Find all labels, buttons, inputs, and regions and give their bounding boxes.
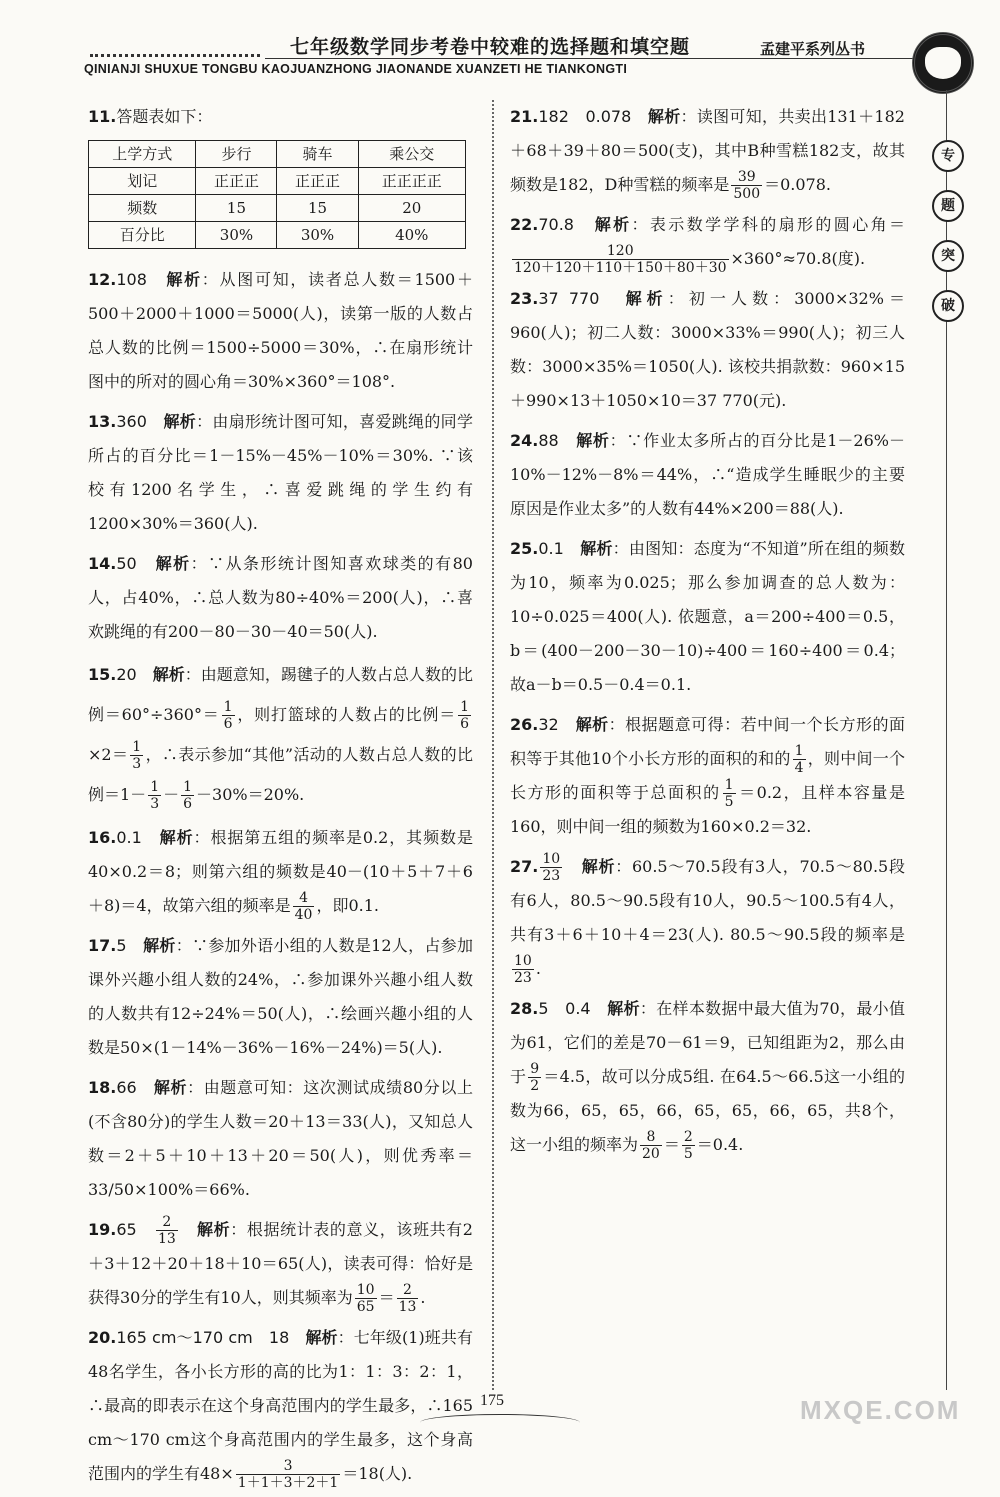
page-ornament-icon: [420, 1414, 580, 1431]
side-tab-1: 专: [932, 140, 964, 172]
book-title: 七年级数学同步考卷中较难的选择题和填空题: [290, 36, 691, 58]
question-24: 24.88 解析：∵作业太多所占的百分比是1－26%－10%－12%－8%＝44%，∴“造成学生睡眠少的主要原因是作业太多”的人数有44%×200＝88(人).: [510, 431, 905, 518]
side-tab-2: 题: [932, 190, 964, 222]
question-17: 17.5 解析：∵参加外语小组的人数是12人，占参加课外兴趣小组人数的24%，∴参加课外兴趣小组人数的人数共有12÷24%＝50(人)，∴绘画兴趣小组的人数是50×(1－14%－36%－16%－24%)＝5(人).: [88, 936, 473, 1057]
question-18: 18.66 解析：由题意可知：这次测试成绩80分以上(不含80分)的学生人数＝20＋13＝33(人)，又知总人数＝2＋5＋10＋13＋20＝50(人)，则优秀率＝33/50×100%＝66%.: [88, 1078, 473, 1199]
side-tabs: [932, 140, 966, 340]
question-12: 12.108 解析：从图可知，读者总人数＝1500＋500＋2000＋1000＝5000(人)，读第一版的人数占总人数的比例＝1500÷5000＝30%，∴在扇形统计图中的所对的圆心角＝30%×360°＝108°.: [88, 270, 473, 391]
question-28: 28.5 0.4 解析：在样本数据中最大值为70，最小值为61，它们的差是70－61＝9，已知组距为2，那么由于 $\frac{9}{2}$ ＝4.5，故可以分成5组. 在64.5～66.5这一小组的数为66，65，65，66，65，65，66，65，共8个，这一小组的频率为 $\frac{8}{20}$ ＝ $\frac{2}{5}$ ＝0.4.: [510, 999, 905, 1162]
question-22: 22.70.8 解析：表示数学学科的扇形的圆心角＝ $\frac{120}{120+120+110+150+80+30}$ ×360°≈70.8(度).: [510, 215, 905, 276]
side-tab-3: 突: [932, 240, 964, 272]
book-title-pinyin: QINIANJI SHUXUE TONGBU KAOJUANZHONG JIAONANDE XUANZETI HE TIANKONGTI: [84, 62, 628, 76]
question-15: 15.20 解析：由题意知，踢毽子的人数占总人数的比例＝60°÷360°＝ $\frac{1}{6}$ ，则打篮球的人数占的比例＝ $\frac{1}{6}$ ×2＝ $\frac{1}{3}$ ，∴表示参加“其他”活动的人数占总人数的比例＝1－ $\frac{1}{3}$ － $\frac{1}{6}$ －30%＝20%.: [88, 665, 473, 812]
question-27: 27. $\frac{10}{23}$ 解析：60.5～70.5段有3人，70.5～80.5段有6人，80.5～90.5段有10人，90.5～100.5有4人，共有3＋6＋10＋4＝23(人). 80.5～90.5段的频率是 $\frac{10}{23}$ .: [510, 851, 905, 986]
question-14: 14.50 解析：∵从条形统计图知喜欢球类的有80人，占40%，∴总人数为80÷40%＝200(人)，∴喜欢跳绳的有200－80－30－40＝50(人).: [88, 554, 473, 641]
header-dots: [90, 54, 260, 57]
series-logo-icon: [912, 32, 974, 94]
question-23: 23.37 770 解析：初一人数：3000×32%＝960(人)；初二人数：3000×33%＝990(人)；初三人数：3000×35%＝1050(人). 该校共捐款数：960×15＋990×13＋1050×10＝37 770(元).: [510, 289, 905, 410]
question-11: 11.答题表如下： 上学方式 步行 骑车 乘公交 划记 正正正 正正正 正正正正 频数 15 15 20 百分比 30% 30% 40%: [88, 100, 473, 249]
series-name: 孟建平系列丛书: [760, 40, 866, 58]
question-20: 20.165 cm～170 cm 18 解析：七年级(1)班共有48名学生，各小长方形的高的比为1：1：3：2：1，∴最高的即表示在这个身高范围内的学生最多，∴165 cm～170 cm这个身高范围内的学生最多，这个身高范围内的学生有48× $\frac{3}{1+1+3+2+1}$ ＝18(人).: [88, 1328, 473, 1491]
watermark: MXQE.COM: [800, 1395, 961, 1425]
column-divider: [492, 100, 494, 1390]
question-26: 26.32 解析：根据题意可得：若中间一个长方形的面积等于其他10个小长方形的面积的和的 $\frac{1}{4}$ ，则中间一个长方形的面积等于总面积的 $\frac{1}{5}$ ＝0.2，且样本容量是160，则中间一组的频数为160×0.2＝32.: [510, 715, 905, 836]
question-25: 25.0.1 解析：由图知：态度为“不知道”所在组的频数为10，频率为0.025；那么参加调查的总人数为：10÷0.025＝400(人). 依题意，a＝200÷400＝0.5，b＝(400－200－30－10)÷400＝160÷400＝0.4；故a－b＝0.5－0.4＝0.1.: [510, 539, 905, 694]
side-tab-4: 破: [932, 290, 964, 322]
question-16: 16.0.1 解析：根据第五组的频率是0.2，其频数是40×0.2＝8；则第六组的频数是40－(10＋5＋7＋6＋8)＝4，故第六组的频率是 $\frac{4}{40}$ ，即0.1.: [88, 828, 473, 923]
question-13: 13.360 解析：由扇形统计图可知，喜爱跳绳的同学所占的百分比＝1－15%－45%－10%＝30%. ∵该校有1200名学生，∴喜爱跳绳的学生约有1200×30%＝360(人).: [88, 412, 473, 533]
right-column: [510, 100, 905, 1168]
question-19: 19.65 $\frac{2}{13}$ 解析：根据统计表的意义，该班共有2＋3＋12＋20＋18＋10＝65(人)，读表可得：恰好是获得30分的学生有10人，则其频率为 $\frac{10}{65}$ ＝ $\frac{2}{13}$ .: [88, 1214, 473, 1315]
answer-table: 上学方式 步行 骑车 乘公交 划记 正正正 正正正 正正正正 频数 15 15 20 百分比 30% 30% 40%: [88, 140, 466, 249]
left-column: [88, 100, 473, 1497]
page-number: 175: [480, 1392, 504, 1409]
question-21: 21.182 0.078 解析：读图可知，共卖出131＋182＋68＋39＋80＝500(支)，其中B种雪糕182支，故其频数是182，D种雪糕的频率是 $\frac{39}{500}$ ＝0.078.: [510, 107, 905, 202]
